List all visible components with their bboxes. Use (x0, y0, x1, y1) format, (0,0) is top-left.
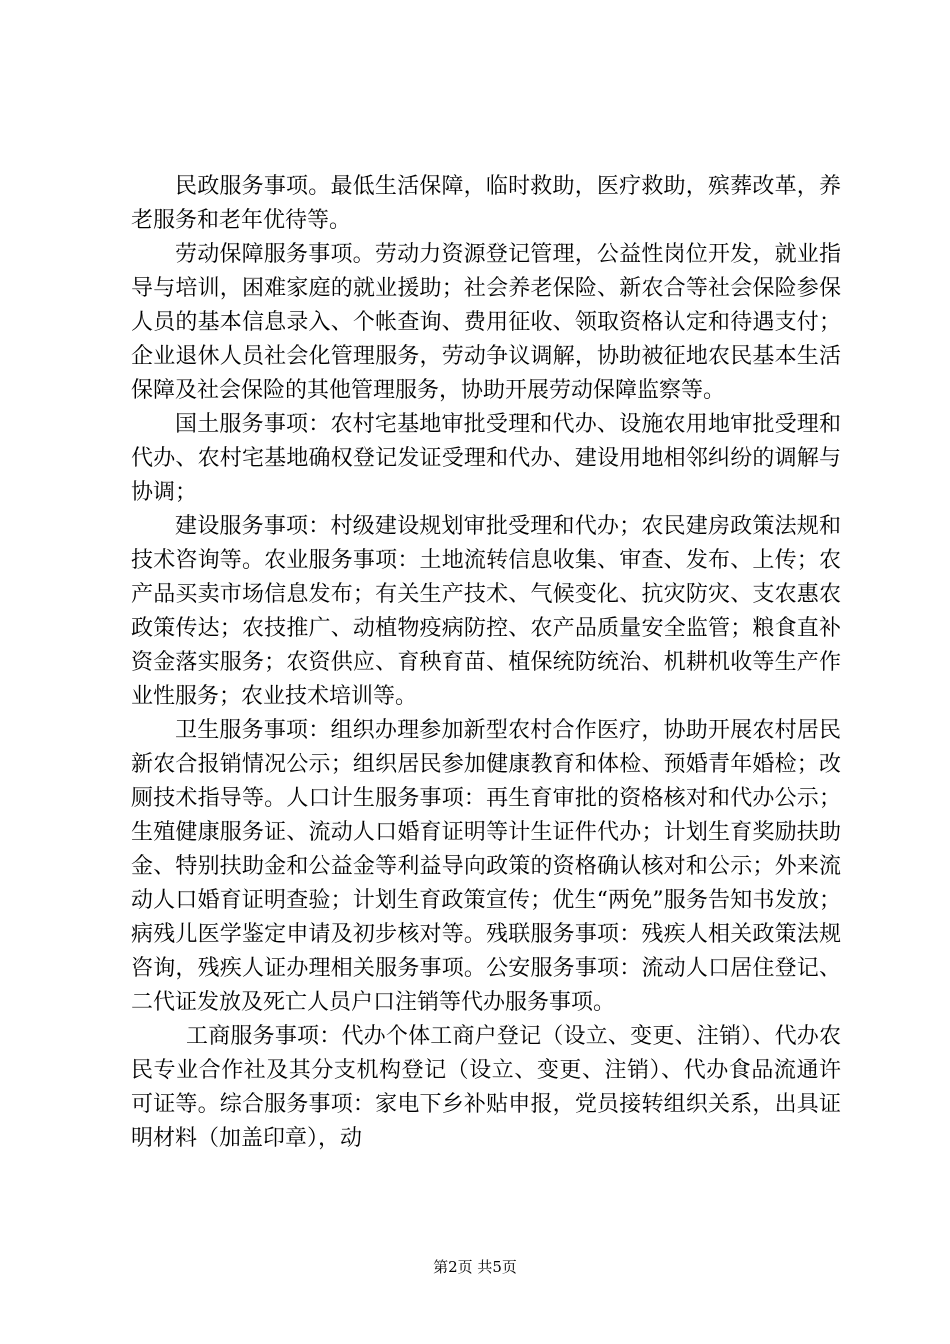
paragraph-health-family-planning: 卫生服务事项：组织办理参加新型农村合作医疗，协助开展农村居民新农合报销情况公示；组织居民参加健康教育和体检、预婚青年婚检；改厕技术指导等。人口计生服务事项：再生育审批的资格核对和代办公示；生殖健康服务证、流动人口婚育证明等计生证件代办；计划生育奖励扶助金、特别扶助金和公益金等利益导向政策的资格确认核对和公示；外来流动人口婚育证明查验；计划生育政策宣传；优生“两免”服务告知书发放；病残儿医学鉴定申请及初步核对等。残联服务事项：残疾人相关政策法规咨询，残疾人证办理相关服务事项。公安服务事项：流动人口居住登记、二代证发放及死亡人员户口注销等代办服务事项。 (131, 718, 841, 1015)
paragraph-labor-security: 劳动保障服务事项。劳动力资源登记管理，公益性岗位开发，就业指导与培训，困难家庭的就业援助；社会养老保险、新农合等社会保险参保人员的基本信息录入、个帐查询、费用征收、领取资格认定和待遇支付；企业退休人员社会化管理服务，劳动争议调解，协助被征地农民基本生活保障及社会保险的其他管理服务，协助开展劳动保障监察等。 (131, 242, 841, 403)
document-body (131, 170, 841, 1156)
paragraph-industry-commerce: 工商服务事项：代办个体工商户登记（设立、变更、注销）、代办农民专业合作社及其分支机构登记（设立、变更、注销）、代办食品流通许可证等。综合服务事项：家电下乡补贴申报，党员接转组织关系，出具证明材料（加盖印章），动 (131, 1024, 841, 1151)
paragraph-civil-affairs: 民政服务事项。最低生活保障，临时救助，医疗救助，殡葬改革，养老服务和老年优待等。 (131, 174, 841, 233)
paragraph-land-resources: 国土服务事项：农村宅基地审批受理和代办、设施农用地审批受理和代办、农村宅基地确权登记发证受理和代办、建设用地相邻纠纷的调解与协调； (131, 412, 841, 505)
paragraph-construction-agriculture: 建设服务事项：村级建设规划审批受理和代办；农民建房政策法规和技术咨询等。农业服务事项：土地流转信息收集、审查、发布、上传；农产品买卖市场信息发布；有关生产技术、气候变化、抗灾防灾、支农惠农政策传达；农技推广、动植物疫病防控、农产品质量安全监管；粮食直补资金落实服务；农资供应、育秧育苗、植保统防统治、机耕机收等生产作业性服务；农业技术培训等。 (131, 514, 841, 709)
page-number-footer: 第2页 共5页 (433, 1258, 517, 1276)
